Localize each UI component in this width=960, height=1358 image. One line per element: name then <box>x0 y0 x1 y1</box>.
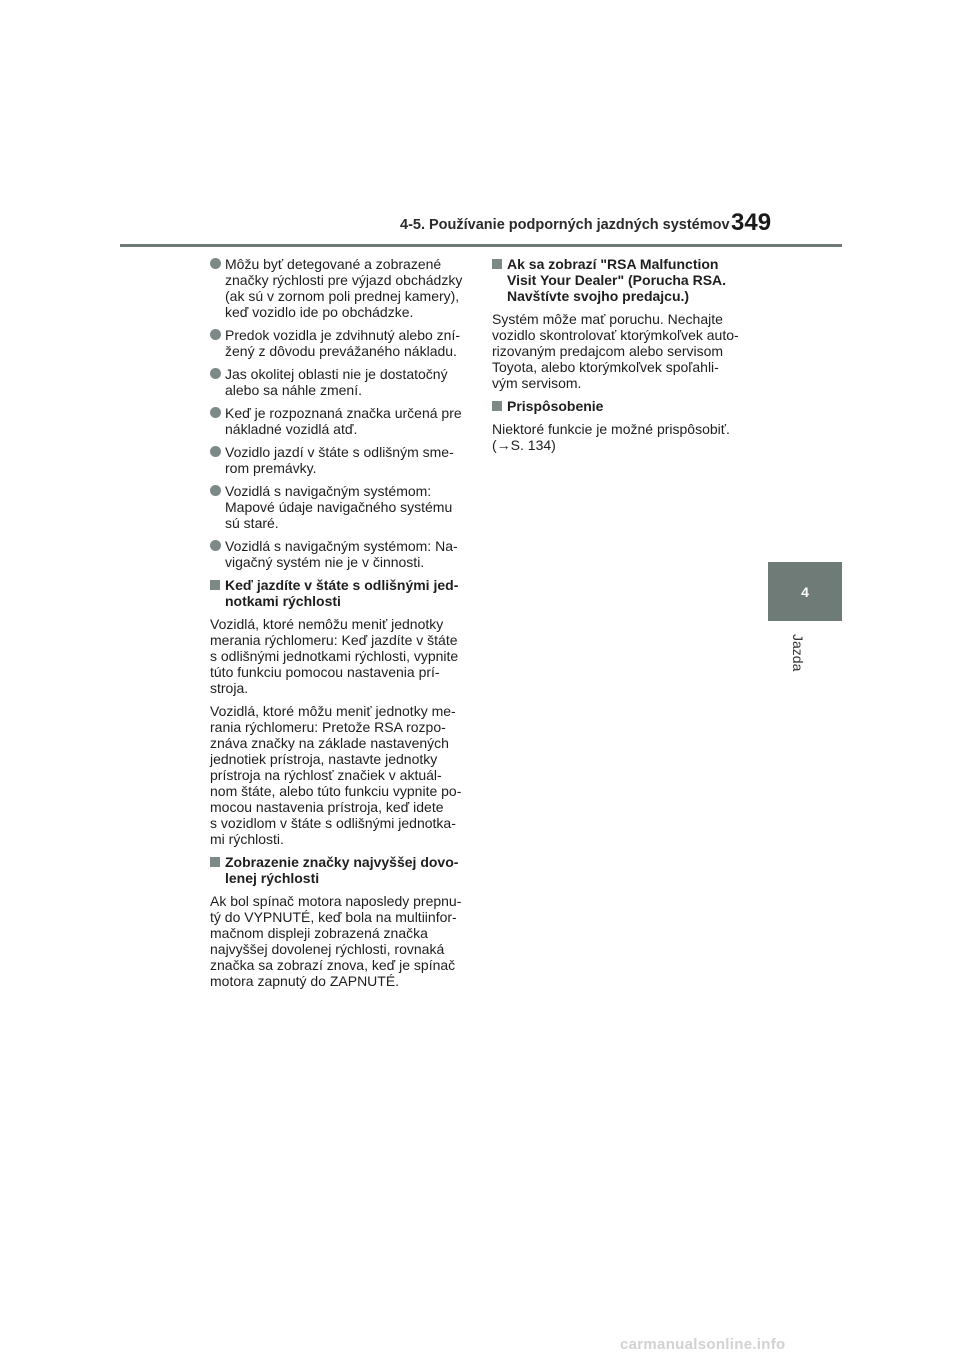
text-line: Môžu byť detegované a zobrazené <box>225 256 442 272</box>
paragraph <box>210 893 482 989</box>
section-heading <box>210 577 482 609</box>
bullet-item <box>210 444 482 476</box>
section-heading <box>492 398 754 414</box>
bullet-item <box>210 483 482 531</box>
side-tab[interactable] <box>768 562 842 621</box>
text-line: mocou nastavenia prístroja, keď idete <box>210 799 444 815</box>
text-line: notkami rýchlosti <box>225 593 341 609</box>
text-line: s odlišnými jednotkami rýchlosti, vypnite <box>210 648 459 664</box>
paragraph <box>210 703 482 847</box>
section-heading-text <box>507 398 754 414</box>
section-heading-text <box>507 256 754 304</box>
section-heading <box>492 256 754 304</box>
text-line: Systém môže mať poruchu. Nechajte <box>492 311 723 327</box>
text-line: vozidlo skontrolovať ktorýmkoľvek auto- <box>492 327 739 343</box>
section-heading <box>210 854 482 886</box>
square-bullet-icon <box>492 401 502 411</box>
square-bullet-icon <box>210 580 220 590</box>
text-line: rizovaným predajcom alebo servisom <box>492 343 724 359</box>
text-line: motora zapnutý do ZAPNUTÉ. <box>210 973 400 989</box>
text-line: Vozidlo jazdí v štáte s odlišným sme- <box>225 444 454 460</box>
bullet-item <box>210 256 482 320</box>
text-line: Navštívte svojho predajcu.) <box>507 288 690 304</box>
side-tab-number: 4 <box>801 583 809 600</box>
text-line: Vozidlá, ktoré môžu meniť jednotky me- <box>210 703 456 719</box>
text-line: túto funkciu pomocou nastavenia prí- <box>210 664 440 680</box>
square-bullet-icon <box>492 259 502 269</box>
text-line: Jas okolitej oblasti nie je dostatočný <box>225 366 448 382</box>
text-line: stroja. <box>210 680 249 696</box>
paragraph <box>492 311 754 391</box>
text-line: keď vozidlo ide po obchádzke. <box>225 304 414 320</box>
text-line: znáva značky na základe nastavených <box>210 735 449 751</box>
text-line: sú staré. <box>225 515 279 531</box>
text-line: vým servisom. <box>492 375 582 391</box>
text-line: Prispôsobenie <box>507 398 604 414</box>
bullet-text <box>225 366 482 398</box>
text-line: jednotiek prístroja, nastavte jednotky <box>210 751 438 767</box>
text-line: žený z dôvodu prevážaného nákladu. <box>225 343 457 359</box>
text-line: Visit Your Dealer" (Porucha RSA. <box>507 272 727 288</box>
bullet-item <box>210 405 482 437</box>
bullet-dot-icon <box>210 329 221 340</box>
bullet-text <box>225 405 482 437</box>
section-heading-text <box>225 854 482 886</box>
bullet-item <box>210 366 482 398</box>
left-column <box>210 256 482 996</box>
side-tab-label: Jazda <box>790 634 806 672</box>
text-line: vigačný systém nie je v činnosti. <box>225 554 425 570</box>
text-line: najvyššej dovolenej rýchlosti, rovnaká <box>210 941 445 957</box>
bullet-item <box>210 538 482 570</box>
bullet-dot-icon <box>210 368 221 379</box>
text-line: Toyota, alebo ktorýmkoľvek spoľahli- <box>492 359 719 375</box>
text-line: merania rýchlomeru: Keď jazdíte v štáte <box>210 632 458 648</box>
text-line: Keď je rozpoznaná značka určená pre <box>225 405 462 421</box>
text-line: rom premávky. <box>225 460 317 476</box>
text-line: (ak sú v zornom poli prednej kamery), <box>225 288 460 304</box>
text-line: mi rýchlosti. <box>210 831 284 847</box>
header-title: 4-5. Používanie podporných jazdných systémov <box>400 217 730 233</box>
text-line: značky rýchlosti pre výjazd obchádzky <box>225 272 463 288</box>
text-line: Vozidlá s navigačným systémom: <box>225 483 432 499</box>
header-rule <box>120 244 842 247</box>
text-line: Predok vozidla je zdvihnutý alebo zní- <box>225 327 461 343</box>
text-line: nákladné vozidlá atď. <box>225 421 358 437</box>
square-bullet-icon <box>210 857 220 867</box>
text-line: Ak sa zobrazí "RSA Malfunction <box>507 256 719 272</box>
text-line: Zobrazenie značky najvyššej dovo- <box>225 854 459 870</box>
page-number: 349 <box>731 209 772 236</box>
right-column <box>492 256 754 460</box>
text-line: Mapové údaje navigačného systému <box>225 499 453 515</box>
text-line: lenej rýchlosti <box>225 870 320 886</box>
bullet-text <box>225 256 482 320</box>
bullet-text <box>225 327 482 359</box>
paragraph <box>492 421 754 453</box>
bullet-dot-icon <box>210 258 221 269</box>
text-line: nom štáte, alebo túto funkciu vypnite po- <box>210 783 462 799</box>
bullet-list <box>210 256 482 570</box>
paragraph <box>210 616 482 696</box>
text-line: rania rýchlomeru: Pretože RSA rozpo- <box>210 719 446 735</box>
text-line: (→S. 134) <box>492 437 556 453</box>
bullet-dot-icon <box>210 446 221 457</box>
bullet-dot-icon <box>210 485 221 496</box>
text-line: Niektoré funkcie je možné prispôsobiť. <box>492 421 730 437</box>
bullet-text <box>225 444 482 476</box>
text-line: Keď jazdíte v štáte s odlišnými jed- <box>225 577 459 593</box>
text-line: tý do VYPNUTÉ, keď bola na multiinfor- <box>210 909 457 925</box>
bullet-dot-icon <box>210 540 221 551</box>
text-line: alebo sa náhle zmení. <box>225 382 362 398</box>
bullet-dot-icon <box>210 407 221 418</box>
text-line: Vozidlá, ktoré nemôžu meniť jednotky <box>210 616 444 632</box>
text-line: Ak bol spínač motora naposledy prepnu- <box>210 893 462 909</box>
text-line: značka sa zobrazí znova, keď je spínač <box>210 957 456 973</box>
text-line: mačnom displeji zobrazená značka <box>210 925 428 941</box>
text-line: s vozidlom v štáte s odlišnými jednotka- <box>210 815 456 831</box>
bullet-item <box>210 327 482 359</box>
watermark: carmanualsonline.info <box>620 1336 786 1353</box>
text-line: Vozidlá s navigačným systémom: Na- <box>225 538 458 554</box>
bullet-text <box>225 483 482 531</box>
bullet-text <box>225 538 482 570</box>
text-line: prístroja na rýchlosť značiek v aktuál- <box>210 767 442 783</box>
section-heading-text <box>225 577 482 609</box>
